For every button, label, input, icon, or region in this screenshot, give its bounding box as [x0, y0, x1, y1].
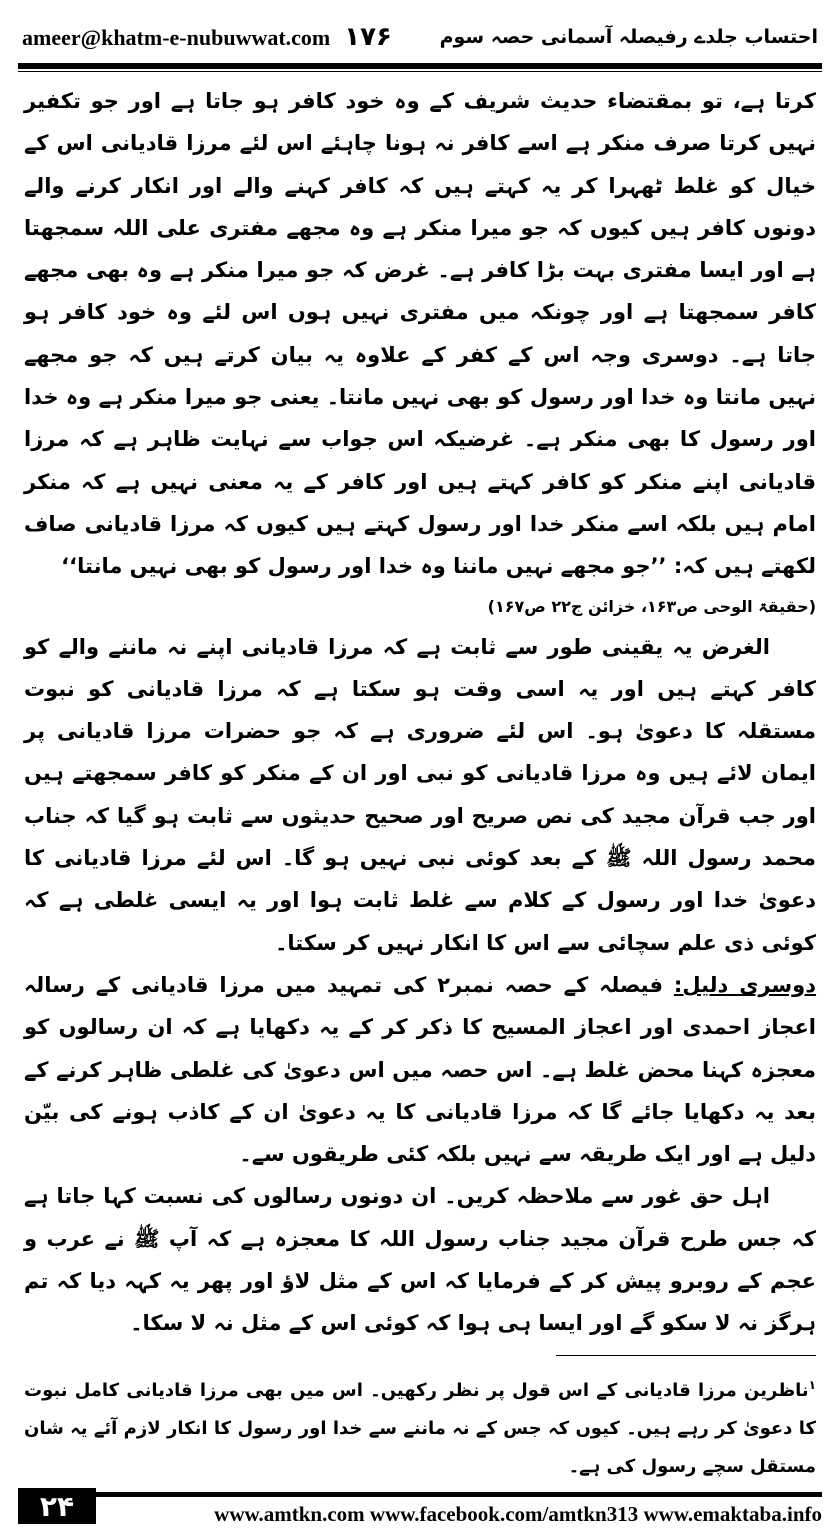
header-page-number: ۱۷۶: [344, 22, 392, 52]
page-footer: [18, 1488, 822, 1532]
header-rule-thick: [18, 63, 822, 69]
footnote-text: ناظرین مرزا قادیانی کے اس قول پر نظر رکھیں۔ اس میں بھی مرزا قادیانی کامل نبوت کا دعویٰ کر رہے ہیں۔ کیوں کہ جس کے نہ ماننے سے خدا اور رسول کا انکار لازم آئے یہ شان مستقل سچے رسول کی ہے۔: [24, 1379, 816, 1477]
paragraph-2: الغرض یہ یقینی طور سے ثابت ہے کہ مرزا قادیانی اپنے نہ ماننے والے کو کافر کہتے ہیں اور یہ اسی وقت ہو سکتا ہے کہ مرزا قادیانی کو نبوت مستقلہ کا دعویٰ ہو۔ اس لئے ضروری ہے کہ جو حضرات مرزا قادیانی پر ایمان لائے ہیں وہ مرزا قادیانی کو نبی اور ان کے منکر کو کافر سمجھتے ہیں اور جب قرآن مجید کی نص صریح اور صحیح حدیثوں سے ثابت ہو گیا کہ جناب محمد رسول اللہ ﷺ کے بعد کوئی نبی نہیں ہو گا۔ اس لئے مرزا قادیانی کا دعویٰ خدا اور رسول کے کلام سے غلط ثابت ہوا اور یہ ایسی غلطی ہے کہ کوئی ذی علم سچائی سے اس کا انکار نہیں کر سکتا۔: [24, 634, 816, 955]
argument-paragraph: [24, 964, 816, 1175]
footer-page-number: ۲۴: [18, 1488, 96, 1524]
argument-text: فیصلہ کے حصہ نمبر۲ کی تمہید میں مرزا قادیانی کے رسالہ اعجاز احمدی اور اعجاز المسیح کا ذکر کر کے یہ دکھایا ہے کہ ان رسالوں کو معجزہ کہنا محض غلط ہے۔ اس حصہ میں اس دعویٰ کی غلطی ظاہر کرنے کے بعد یہ دکھایا جائے گا کہ مرزا قادیانی کا یہ دعویٰ ان کے کاذب ہونے کی بیّن دلیل ہے اور ایک طریقہ سے نہیں بلکہ کئی طریقوں سے۔: [24, 972, 816, 1167]
header-left: [22, 22, 392, 52]
paragraph-1: کرتا ہے، تو بمقتضاء حدیث شریف کے وہ خود کافر ہو جاتا ہے اور جو تکفیر نہیں کرتا صرف منکر ہے اسے کافر نہ ہونا چاہئے اس لئے مرزا قادیانی اس کے خیال کو غلط ٹھہرا کر یہ کہتے ہیں کہ کافر کہنے والے اور انکار کرنے والے دونوں کافر ہیں کیوں کہ جو میرا منکر ہے وہ مجھے مفتری علی اللہ سمجھتا ہے اور ایسا مفتری بہت بڑا کافر ہے۔ غرض کہ جو میرا منکر ہے وہ بھی مجھے کافر سمجھتا ہے اور چونکہ میں مفتری نہیں ہوں اس لئے وہ خود کافر ہو جاتا ہے۔ دوسری وجہ اس کے کفر کے علاوہ یہ بیان کرتے ہیں کہ جو مجھے نہیں مانتا وہ خدا اور رسول کو بھی نہیں مانتا۔ یعنی جو میرا منکر ہے وہ خدا اور رسول کا بھی منکر ہے۔ غرضیکہ اس جواب سے نہایت ظاہر ہے کہ مرزا قادیانی اپنے منکر کو کافر کہتے ہیں اور کافر کے یہ معنی نہیں ہے کہ منکر امام ہیں بلکہ اسے منکر خدا اور رسول کہتے ہیں کیوں کہ مرزا قادیانی صاف لکھتے ہیں کہ: ’’جو مجھے نہیں ماننا وہ خدا اور رسول کو بھی نہیں مانتا‘‘: [24, 89, 816, 579]
paragraph-3: اہل حق غور سے ملاحظہ کریں۔ ان دونوں رسالوں کی نسبت کہا جاتا ہے کہ جس طرح قرآن مجید جناب رسول اللہ کا معجزہ ہے کہ آپ ﷺ نے عرب و عجم کے روبرو پیش کر کے فرمایا کہ اس کے مثل لاؤ اور پھر یہ کہہ دیا کہ تم ہرگز نہ لا سکو گے اور ایسا ہی ہوا کہ کوئی اس کے مثل نہ لا سکا۔: [24, 1184, 816, 1336]
header-email: ameer@khatm-e-nubuwwat.com: [22, 25, 331, 50]
footer-urls: www.amtkn.com www.facebook.com/amtkn313 www.emaktaba.info: [214, 1502, 822, 1526]
section-heading: دوسری دلیل:: [673, 972, 817, 997]
footnote-divider: [556, 1355, 816, 1356]
reference-citation: (حقیقۃ الوحی ص۱۶۳، خزائن ج۲۲ ص۱۶۷): [487, 596, 816, 616]
page-body: [24, 80, 816, 1486]
footnote-mark: ۱: [808, 1377, 816, 1392]
header-title: احتساب جلدے رفیصلہ آسمانی حصہ سوم: [439, 26, 818, 48]
footnote: [24, 1366, 816, 1486]
page-header: [22, 14, 818, 60]
footer-rule: [96, 1492, 822, 1497]
header-rule-thin: [18, 71, 822, 72]
